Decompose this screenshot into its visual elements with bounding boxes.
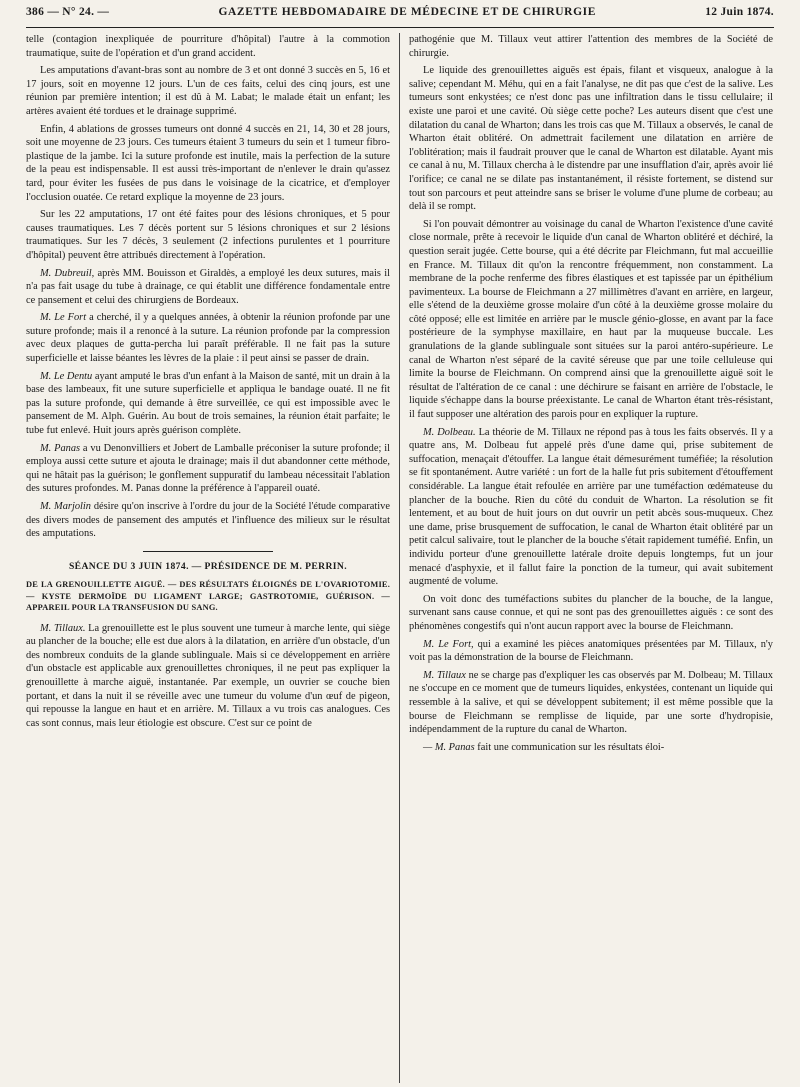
section-divider: [143, 551, 273, 552]
paragraph-text: La grenouillette est le plus souvent une tumeur à marche lente, qui siège au plancher de la bouche; elle est due alors à la dilatation, en arrière d'un obstacle, d'un des nombreux conduits de la glande sublinguale. Mais si ce développement en arrière d'un obstacle est applicable aux grenouillettes chroniques, il ne peut pas expliquer la grenouillette à marche aiguë, instantanée. Par exemple, un ouvrier se couche bien portant, et dans la nuit il se réveille avec une tumeur du volume d'un œuf de pigeon, qui repousse la langue en haut et en arrière. M. Tillaux a vu trois cas analogues. Ces cas sont connus, mais leur étiologie est obscure. C'est sur ce point de: [26, 622, 390, 729]
paragraph: Sur les 22 amputations, 17 ont été faites pour des lésions chroniques, et 5 pour causes traumatiques. Les 7 décès portent sur 5 lésions chroniques et sur 2 lésions traumatiques. Sur les 7 décès, 3 seulement (2 infections purulentes et 1 pourriture d'hôpital) peuvent être attribués directement à l'opération.: [26, 209, 390, 261]
paragraph: Les amputations d'avant-bras sont au nombre de 3 et ont donné 3 succès en 5, 16 et 17 jours, soit en moyenne 12 jours. L'un de ces faits, celui des cinq jours, est une réunion par première intention; il est dû à M. Labat; le malade était un enfant; les artères avaient été tordues et le drainage supprimé.: [26, 65, 390, 117]
paragraph: On voit donc des tuméfactions subites du plancher de la bouche, de la langue, survenant sans cause connue, et qui ne sont pas des grenouillettes aiguës : ce sont des phénomènes congestifs qui n'ont aucun rapport avec la bourse de Fleichmann.: [409, 593, 773, 632]
speaker-name: M. Le Fort: [40, 312, 87, 324]
right-column: [409, 33, 773, 1083]
paragraph-text: fait une communication sur les résultats éloi-: [477, 741, 665, 753]
paragraph: Le liquide des grenouillettes aiguës est épais, filant et visqueux, analogue à la salive; cependant M. Méhu, qui en a fait l'analyse, ne dit pas que c'est de la salive. Les tumeurs sont enkystées; ce n'est donc pas une infiltration dans le tissu cellulaire; il existe une paroi et une cavité. Où siège cette poche? Les auteurs disent que c'est une dilatation du canal de Wharton; dans les trois cas que M. Tillaux a observés, le canal de Wharton était oblitéré. On admettrait facilement une dilatation en arrière de l'oblitération; mais il faudrait prouver que le canal de Wharton est dilatable. Ayant mis ce canal à nu, M. Tillaux chercha à le distendre par une insufflation d'air, après avoir lié l'orifice; ce canal ne se dilate pas instantanément, il résiste fortement, se distend sur tout son parcours et peut atteindre sans se briser le volume d'une plume de corbeau; au delà il se rompt.: [409, 65, 773, 213]
speaker-name: M. Dolbeau.: [423, 426, 476, 438]
paragraph: [409, 638, 773, 665]
speaker-name: — M. Panas: [423, 741, 475, 753]
paragraph-text: La théorie de M. Tillaux ne répond pas à tous les faits observés. Il y a quatre ans, M. Dolbeau fut appelé près d'une dame qui, prise subitement de suffocation, menaçait d'étouffer. La langue était démesurément tuméfiée; la résolution se fit spontanément. Autre variété : un fort de la halle fut pris subitement d'étouffement considérable. La langue était refoulée en arrière par une tuméfaction œdémateuse du plancher de la bouche. Rien du côté du conduit de Wharton. La résolution se fit lentement, et au bout de huit jours on dut ouvrir un petit abcès sous-muqueux. Chez une dame, prise brusquement de suffocation, le canal de Wharton était oblitéré par un petit calcul salivaire, tout le plancher de la bouche s'était rapidement tuméfié. Enfin, un individu porteur d'une grenouillette latérale droite depuis longtemps, fut un jour menacé d'asphyxie, et il fallut faire la ponction de la tumeur, qui avait subitement augmenté de volume.: [409, 426, 773, 588]
paragraph: [409, 669, 773, 737]
paragraph: telle (contagion inexpliquée de pourriture d'hôpital) l'autre à la commotion traumatique, suite de l'opération et d'un grand accident.: [26, 34, 390, 59]
running-header: [26, 6, 774, 28]
session-summary: DE LA GRENOUILLETTE AIGUË. — DES RÉSULTATS ÉLOIGNÉS DE L'OVARIOTOMIE. — KYSTE DERMOÏDE DU LIGAMENT LARGE; GASTROTOMIE, GUÉRISON. — APPAREIL POUR LA TRANSFUSION DU SANG.: [26, 580, 390, 613]
paragraph: [409, 426, 773, 589]
paragraph: [26, 622, 390, 731]
paragraph: Enfin, 4 ablations de grosses tumeurs ont donné 4 succès en 21, 14, 30 et 28 jours, soit une moyenne de 23 jours. Ces tumeurs étaient 3 tumeurs du sein et 1 tumeur fibro-plastique de la jambe. Ici la suture profonde est inutile, mais la perfection de la suture de la peau est indispensable. Il est aussi très-important de n'enlever le drain qu'assez tard, pour éviter les fusées de pus dans le voisinage de la cicatrice, et d'employer l'occlusion ouatée. Ce retard explique la moyenne de 23 jours.: [26, 123, 390, 203]
speaker-name: M. Le Fort,: [423, 638, 474, 650]
session-heading: SÉANCE DU 3 JUIN 1874. — PRÉSIDENCE DE M. PERRIN.: [68, 560, 348, 572]
text-columns: [26, 33, 774, 1083]
paragraph-text: ayant amputé le bras d'un enfant à la Maison de santé, mit un drain à la base des lambeaux, fit une suture superficielle et appliqua le bandage ouaté. Il ne fit pas la suture profonde, qui demande à être surveillée, ce qui est impossible avec le pansement de M. Alph. Guérin. Au bout de trois semaines, la réunion était parfaite; le tube fut enlevé. Huit jours après guérison complète.: [26, 370, 390, 437]
paragraph: [26, 370, 390, 438]
speaker-name: M. Dubreuil,: [40, 267, 95, 279]
paragraph: [26, 500, 390, 541]
issue-date: 12 Juin 1874.: [705, 6, 774, 18]
paragraph: pathogénie que M. Tillaux veut attirer l'attention des membres de la Société de chirurgie.: [409, 34, 773, 59]
paragraph-text: après MM. Bouisson et Giraldès, a employé les deux sutures, mais il n'a pas fait usage du tube à drainage, ce qui établit une différence fondamentale entre ce pansement et celui des chirurgiens de Bordeaux.: [26, 267, 390, 306]
paragraph: [26, 311, 390, 365]
paragraph: Si l'on pouvait démontrer au voisinage du canal de Wharton l'existence d'une cavité close normale, prête à recevoir le liquide d'un canal de Wharton oblitéré et déchiré, la question serait jugée. Cette bourse, qui a été décrite par Fleichmann, fut mal accueillie en France. M. Tillaux dit qu'on la rencontre fréquemment, non constamment. La membrane de la poche renferme des fibres élastiques et est tapissée par un épithélium pavimenteux. La bourse de Fleichmann a 27 millimètres d'avant en arrière, en largeur, elle s'étend de la deuxième grosse molaire d'un côté à la deuxième grosse molaire du côté opposé; elle est limitée en arrière par le muscle génio-glosse, en avant par la face postérieure de la symphyse maxillaire, en haut par la muqueuse buccale. Les granulations de la glande sublinguale sont situées sur la paroi antéro-supérieure. Le canal de Wharton n'est séparé de la cavité séreuse que par une toile celluleuse qui limite la bourse de Fleichmann. On comprend ainsi que la grenouillette aiguë soit le résultat de l'altération de ce canal : une déchirure se faisant en arrière de l'obstacle, le liquide s'échappe dans la bourse préexistante. Le canal de Wharton étant très-résistant, il faut supposer une altération des parois pour en expliquer la rupture.: [409, 218, 773, 421]
paragraph-text: ne se charge pas d'expliquer les cas observés par M. Dolbeau; M. Tillaux ne s'occupe en ce moment que de tumeurs liquides, enkystées, contenant un liquide qui ressemble à la salive, et qui se développent subitement; il est même possible que la bourse de Fleichmann se remplisse de liquide, par une sorte d'hydropisie, indépendamment de la rupture du canal de Wharton.: [409, 669, 773, 736]
page-number: 386 — N° 24. —: [26, 6, 110, 18]
paragraph: [26, 442, 390, 496]
column-divider: [399, 33, 400, 1083]
paragraph-text: qui a examiné les pièces anatomiques présentées par M. Tillaux, n'y voit pas la démonstration de la bourse de Fleichmann.: [409, 638, 773, 664]
paragraph: [26, 267, 390, 308]
speaker-name: M. Tillaux: [423, 669, 466, 681]
paragraph: [409, 741, 773, 755]
speaker-name: M. Marjolin: [40, 501, 92, 512]
speaker-name: M. Le Dentu: [40, 370, 93, 382]
paragraph-text: a vu Denonvilliers et Jobert de Lamballe préconiser la suture profonde; il employa aussi cette suture et ajouta le drainage; mais il dut abandonner cette méthode, qui ne hâtait pas la guérison; le gonflement suppuratif du lambeau nécessitait l'ablation des sutures profondes. M. Panas donne la préférence à l'appareil ouaté.: [26, 442, 390, 495]
speaker-name: M. Tillaux.: [40, 622, 86, 634]
journal-title: GAZETTE HEBDOMADAIRE DE MÉDECINE ET DE CHIRURGIE: [218, 6, 596, 18]
paragraph-text: désire qu'on inscrive à l'ordre du jour de la Société l'étude comparative des divers modes de pansement des amputés et l'influence des milieux sur le résultat des amputations.: [26, 501, 390, 540]
paragraph-text: a cherché, il y a quelques années, à obtenir la réunion profonde par une suture profonde; mais il a renoncé à la suture. La réunion profonde par la compression avec deux plaques de gutta-percha lui paraît préférable. Il ne fait pas la suture superficielle et laisse béantes les lèvres de la plaie : il peut ainsi se passer de drain.: [26, 312, 390, 365]
left-column: [26, 33, 390, 1083]
speaker-name: M. Panas: [40, 442, 81, 454]
